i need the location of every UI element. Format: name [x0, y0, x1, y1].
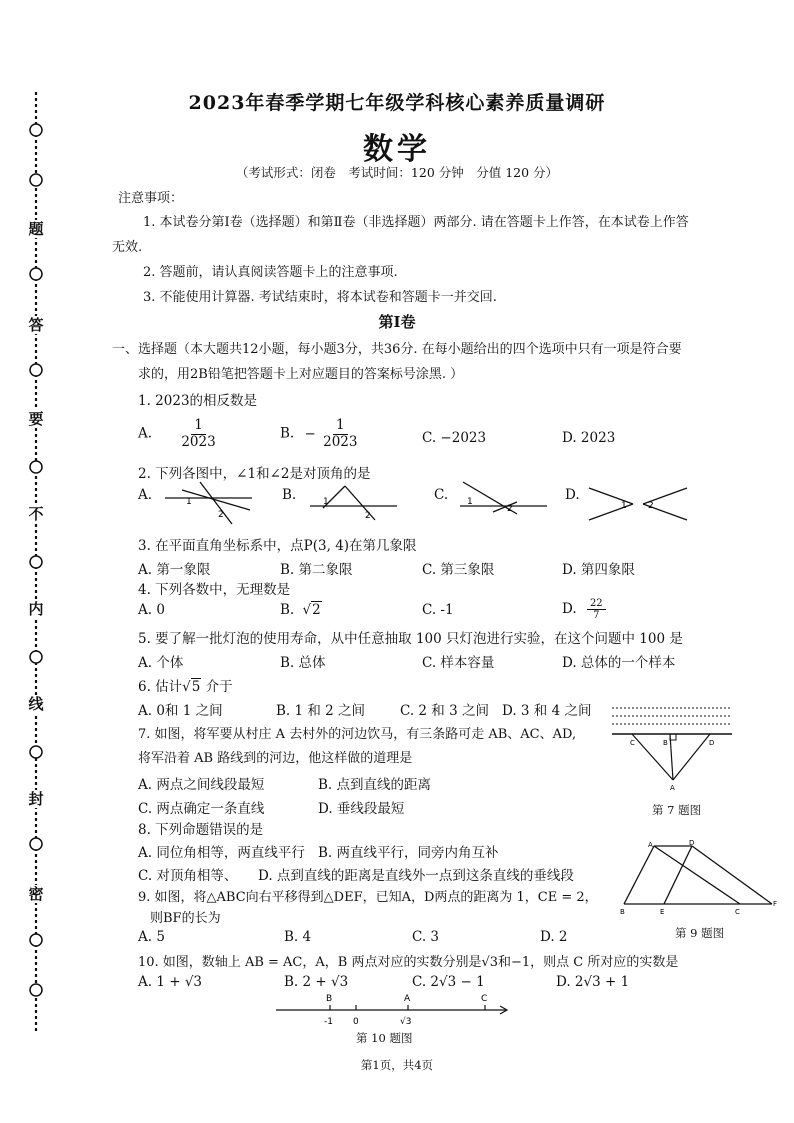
option-label: B.	[280, 425, 295, 442]
fraction	[587, 598, 606, 622]
option-d: D. 3 和 4 之间	[502, 703, 592, 719]
angle-label: 2	[365, 511, 371, 521]
fraction	[178, 418, 218, 450]
option-c: C. 对顶角相等、	[138, 868, 238, 884]
figure-caption: 第 10 题图	[356, 1031, 413, 1045]
q7-figure	[610, 700, 735, 795]
notice-item: 3. 不能使用计算器. 考试结束时，将本试卷和答题卡一并交回.	[143, 290, 497, 305]
option-b: B. 1 和 2 之间	[276, 703, 366, 719]
point-label: C	[735, 908, 740, 916]
option-c: C. 两点确定一条直线	[138, 801, 265, 817]
point-label: A	[670, 784, 675, 792]
option-label: C.	[434, 487, 449, 503]
question-stem: 3. 在平面直角坐标系中，点P(3, 4)在第几象限	[138, 538, 417, 554]
option-a	[138, 418, 219, 450]
question-stem: 则BF的长为	[150, 911, 221, 926]
figure-caption: 第 7 题图	[652, 803, 702, 817]
seal-char: 线	[28, 695, 44, 713]
option-a: A. 0和 1 之间	[138, 703, 223, 719]
angle-label: 2	[507, 504, 513, 514]
tick-label: 0	[353, 1017, 359, 1027]
angle-label: 2	[218, 510, 224, 520]
option-b: B. 点到直线的距离	[318, 777, 432, 793]
notice-item: 无效.	[112, 240, 143, 255]
numerator: 1	[333, 418, 348, 435]
q2-figure-d	[585, 482, 695, 524]
option-c: C. 第三象限	[422, 562, 495, 578]
option-a: A. 第一象限	[138, 562, 211, 578]
question-stem: 将军沿着 AB 路线到的河边，他这样做的道理是	[138, 751, 413, 766]
question-stem: 1. 2023的相反数是	[138, 393, 258, 409]
numerator: 22	[587, 598, 606, 611]
q9-figure	[612, 838, 780, 918]
question-stem: 7. 如图，将军要从村庄 A 去村外的河边饮马，有三条路可走 AB、AC、AD,	[138, 727, 577, 742]
option-a: A. 同位角相等，两直线平行	[138, 845, 305, 861]
square-root: √2	[302, 602, 321, 618]
page-footer: 第1页，共4页	[360, 1058, 434, 1072]
radicand: 5	[191, 679, 201, 695]
point-label: A	[404, 994, 411, 1004]
option-label: B.	[280, 602, 295, 618]
angle-label: 2	[648, 501, 654, 511]
question-stem	[138, 675, 233, 695]
option-a: A. 个体	[138, 655, 184, 671]
option-label: D.	[562, 601, 577, 617]
question-stem: 2. 下列各图中，∠1和∠2是对顶角的是	[138, 466, 371, 482]
notice-item: 2. 答题前，请认真阅读答题卡上的注意事项.	[143, 265, 398, 280]
option-a: A. 两点之间线段最短	[138, 777, 265, 793]
option-a: A. 1 + √3	[138, 974, 203, 990]
option-b: B. 总体	[280, 655, 326, 671]
q2-figure-b	[305, 478, 405, 528]
option-label: A.	[138, 425, 153, 442]
option-c: C. 2 和 3 之间	[400, 703, 489, 719]
option-label: D.	[565, 487, 580, 503]
option-d: D. 2	[540, 929, 568, 945]
option-b	[280, 418, 360, 450]
option-c: C. 3	[412, 929, 440, 945]
stem-text: 介于	[205, 679, 233, 695]
angle-label: 1	[467, 497, 473, 507]
subject-title: 数学	[363, 132, 431, 167]
option-a: A. 0	[138, 602, 165, 618]
volume-title: 第Ⅰ卷	[378, 313, 416, 331]
angle-label: 1	[621, 501, 627, 511]
exam-info: （考试形式：闭卷 考试时间：120 分钟 分值 120 分）	[235, 165, 559, 180]
tick-label: -1	[324, 1017, 333, 1027]
option-a: A. 5	[138, 929, 165, 945]
question-stem: 10. 如图，数轴上 AB = AC，A，B 两点对应的实数分别是√3和−1，则点 C 所对应的实数是	[138, 955, 679, 970]
q2-figure-a	[160, 478, 260, 528]
point-label: B	[663, 739, 668, 747]
option-d: D. 点到直线的距离是直线外一点到这条直线的垂线段	[258, 868, 574, 884]
q2-figure-c	[455, 478, 555, 528]
option-c: C. 样本容量	[422, 655, 495, 671]
angle-label: 1	[323, 497, 329, 507]
seal-char: 要	[28, 410, 44, 428]
q10-number-line	[272, 988, 512, 1032]
denominator: 2023	[181, 433, 216, 450]
figure-caption: 第 9 题图	[675, 926, 725, 940]
seal-char: 题	[28, 220, 44, 238]
point-label: B	[620, 908, 625, 916]
question-stem: 8. 下列命题错误的是	[138, 822, 264, 838]
point-label: F	[773, 900, 778, 908]
point-label: E	[660, 908, 665, 916]
option-d: D. 垂线段最短	[318, 801, 405, 817]
question-stem: 9. 如图，将△ABC向右平移得到△DEF，已知A，D两点的距离为 1，CE = 2，	[138, 890, 598, 905]
point-label: A	[648, 841, 653, 849]
seal-char: 答	[28, 316, 44, 334]
question-stem: 4. 下列各数中，无理数是	[138, 582, 291, 598]
option-c: C. −2023	[422, 430, 487, 446]
option-d	[562, 594, 606, 624]
option-label: B.	[282, 487, 297, 503]
option-d: D. 总体的一个样本	[562, 655, 676, 671]
notice-item: 1. 本试卷分第Ⅰ卷（选择题）和第Ⅱ卷（非选择题）两部分. 请在答题卡上作答，在本试卷上作答	[143, 215, 689, 230]
point-label: C	[630, 739, 635, 747]
option-b: B. 第二象限	[280, 562, 353, 578]
seal-char: 封	[28, 790, 44, 808]
exam-title: 2023年春季学期七年级学科核心素养质量调研	[188, 92, 606, 114]
seal-char: 内	[28, 600, 44, 618]
denominator: 2023	[323, 433, 358, 450]
option-c: C. -1	[422, 602, 454, 618]
seal-char: 不	[28, 505, 44, 523]
notice-heading: 注意事项：	[118, 191, 184, 206]
stem-text: 6. 估计	[138, 679, 183, 695]
point-label: D	[689, 839, 695, 847]
option-b: B. 两直线平行，同旁内角互补	[318, 845, 499, 861]
section-instructions: 求的，用2B铅笔把答题卡上对应题目的答案标号涂黑. ）	[138, 367, 464, 382]
seal-char: 密	[28, 885, 44, 903]
option-d: D. 2023	[562, 430, 616, 446]
option-d: D. 2√3 + 1	[556, 974, 630, 990]
option-c: C. 2√3 − 1	[412, 974, 485, 990]
option-label: A.	[138, 487, 153, 503]
angle-label: 1	[186, 497, 192, 507]
option-b	[280, 602, 322, 618]
point-label: D	[709, 739, 715, 747]
minus-sign: −	[304, 425, 316, 442]
section-instructions: 一、选择题（本大题共12小题，每小题3分，共36分. 在每小题给出的四个选项中只有一项是符合要	[112, 342, 682, 357]
option-d: D. 第四象限	[562, 562, 635, 578]
fraction	[320, 418, 360, 450]
option-b: B. 2 + √3	[284, 974, 349, 990]
numerator: 1	[191, 418, 206, 435]
question-stem: 5. 要了解一批灯泡的使用寿命，从中任意抽取 100 只灯泡进行实验，在这个问题中 100 是	[138, 631, 683, 647]
point-label: C	[481, 994, 488, 1004]
denominator: 7	[593, 610, 600, 621]
point-label: B	[326, 994, 333, 1004]
tick-label: √3	[400, 1017, 412, 1027]
option-b: B. 4	[284, 929, 312, 945]
square-root: √5	[182, 679, 201, 695]
radicand: 2	[312, 602, 321, 618]
